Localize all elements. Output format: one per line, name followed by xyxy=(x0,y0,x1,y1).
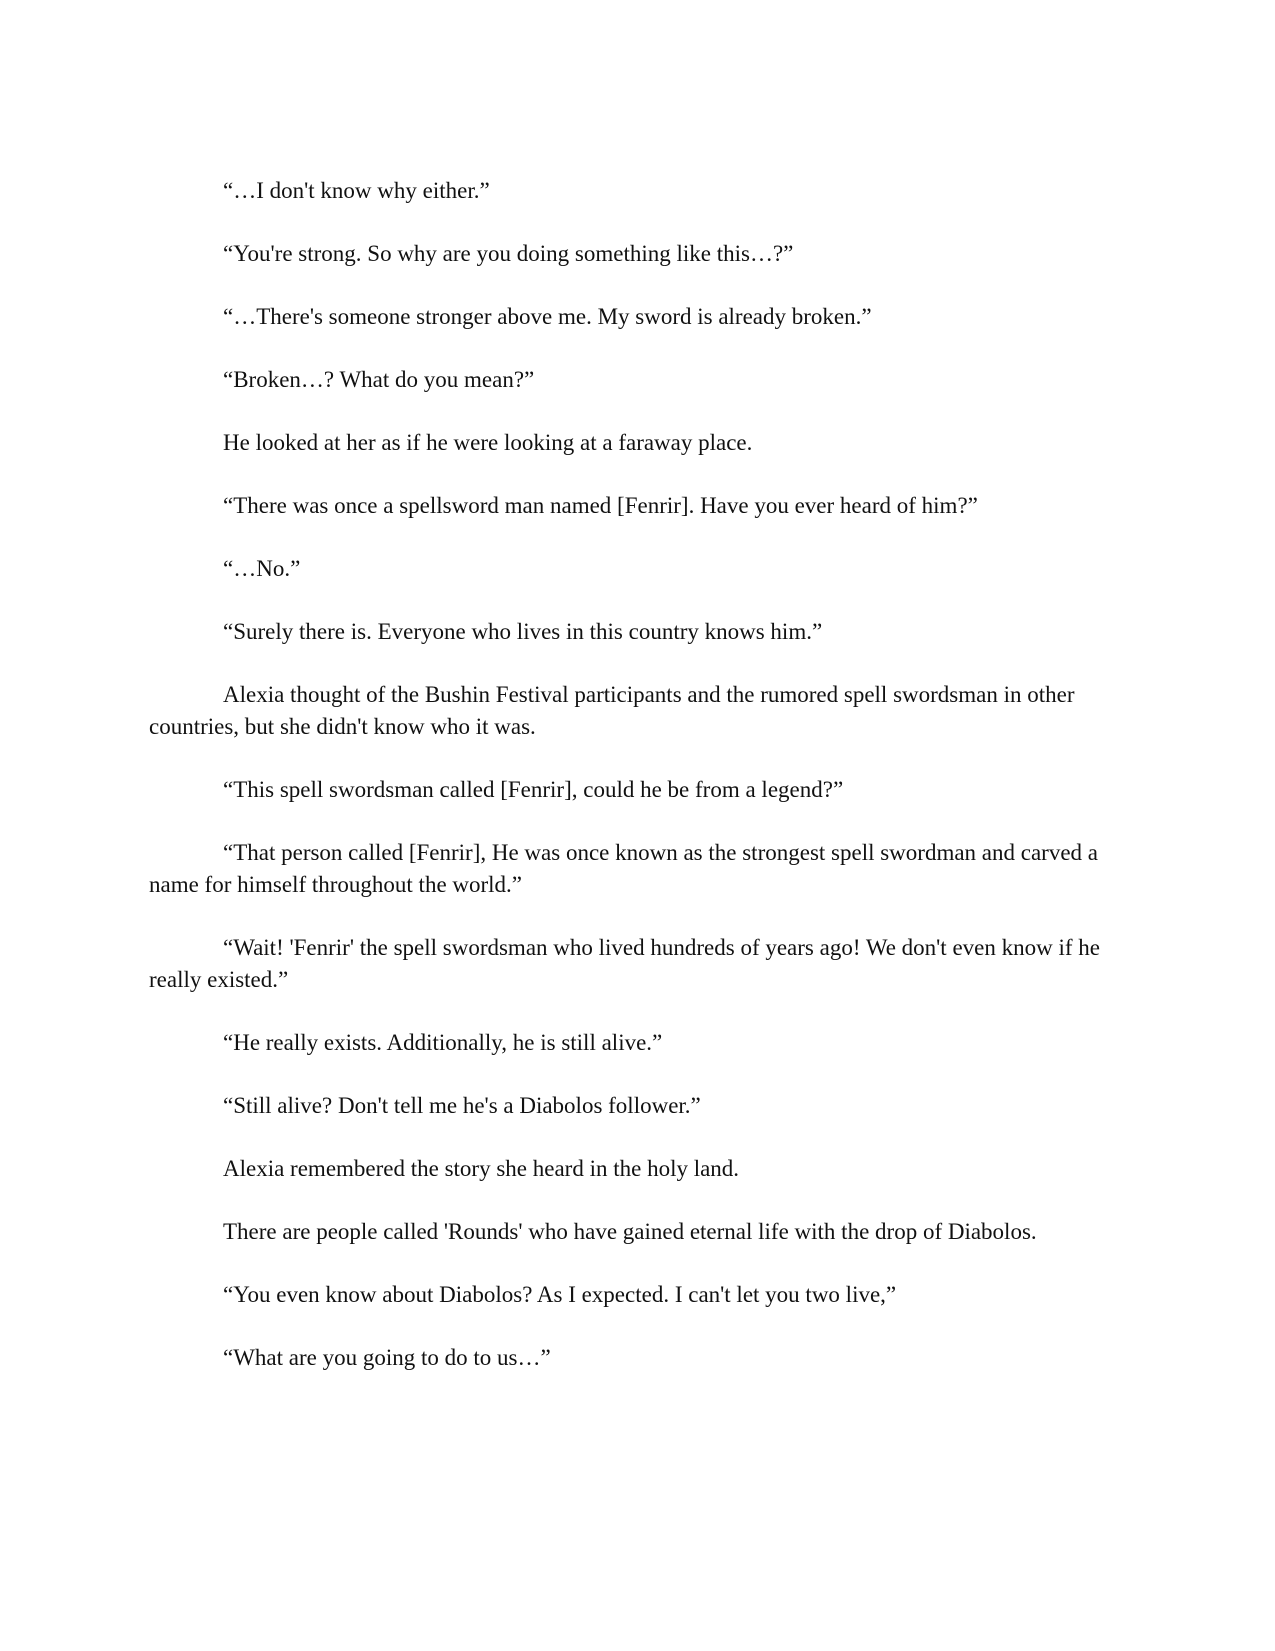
paragraph: “There was once a spellsword man named [Fenrir]. Have you ever heard of him?” xyxy=(223,493,978,518)
paragraph: Alexia thought of the Bushin Festival participants and the rumored spell swordsman in other countries, but she didn't know who it was. xyxy=(149,682,1075,739)
paragraph: “…I don't know why either.” xyxy=(223,178,490,203)
document-body xyxy=(149,175,1109,1405)
paragraph: He looked at her as if he were looking at a faraway place. xyxy=(223,430,753,455)
paragraph: “Surely there is. Everyone who lives in this country knows him.” xyxy=(223,619,823,644)
paragraph: “He really exists. Additionally, he is still alive.” xyxy=(223,1030,663,1055)
paragraph: “Wait! 'Fenrir' the spell swordsman who lived hundreds of years ago! We don't even know if he really existed.” xyxy=(149,935,1100,992)
paragraph: There are people called 'Rounds' who have gained eternal life with the drop of Diabolos. xyxy=(223,1219,1037,1244)
paragraph: “You even know about Diabolos? As I expected. I can't let you two live,” xyxy=(223,1282,897,1307)
paragraph: “What are you going to do to us…” xyxy=(223,1345,551,1370)
paragraph: “…No.” xyxy=(223,556,301,581)
paragraph: Alexia remembered the story she heard in the holy land. xyxy=(223,1156,740,1181)
paragraph: “…There's someone stronger above me. My sword is already broken.” xyxy=(223,304,872,329)
paragraph: “Broken…? What do you mean?” xyxy=(223,367,535,392)
paragraph: “You're strong. So why are you doing something like this…?” xyxy=(223,241,794,266)
paragraph: “Still alive? Don't tell me he's a Diabolos follower.” xyxy=(223,1093,701,1118)
paragraph: “This spell swordsman called [Fenrir], could he be from a legend?” xyxy=(223,777,844,802)
paragraph: “That person called [Fenrir], He was once known as the strongest spell swordman and carved a name for himself throughout the world.” xyxy=(149,840,1098,897)
